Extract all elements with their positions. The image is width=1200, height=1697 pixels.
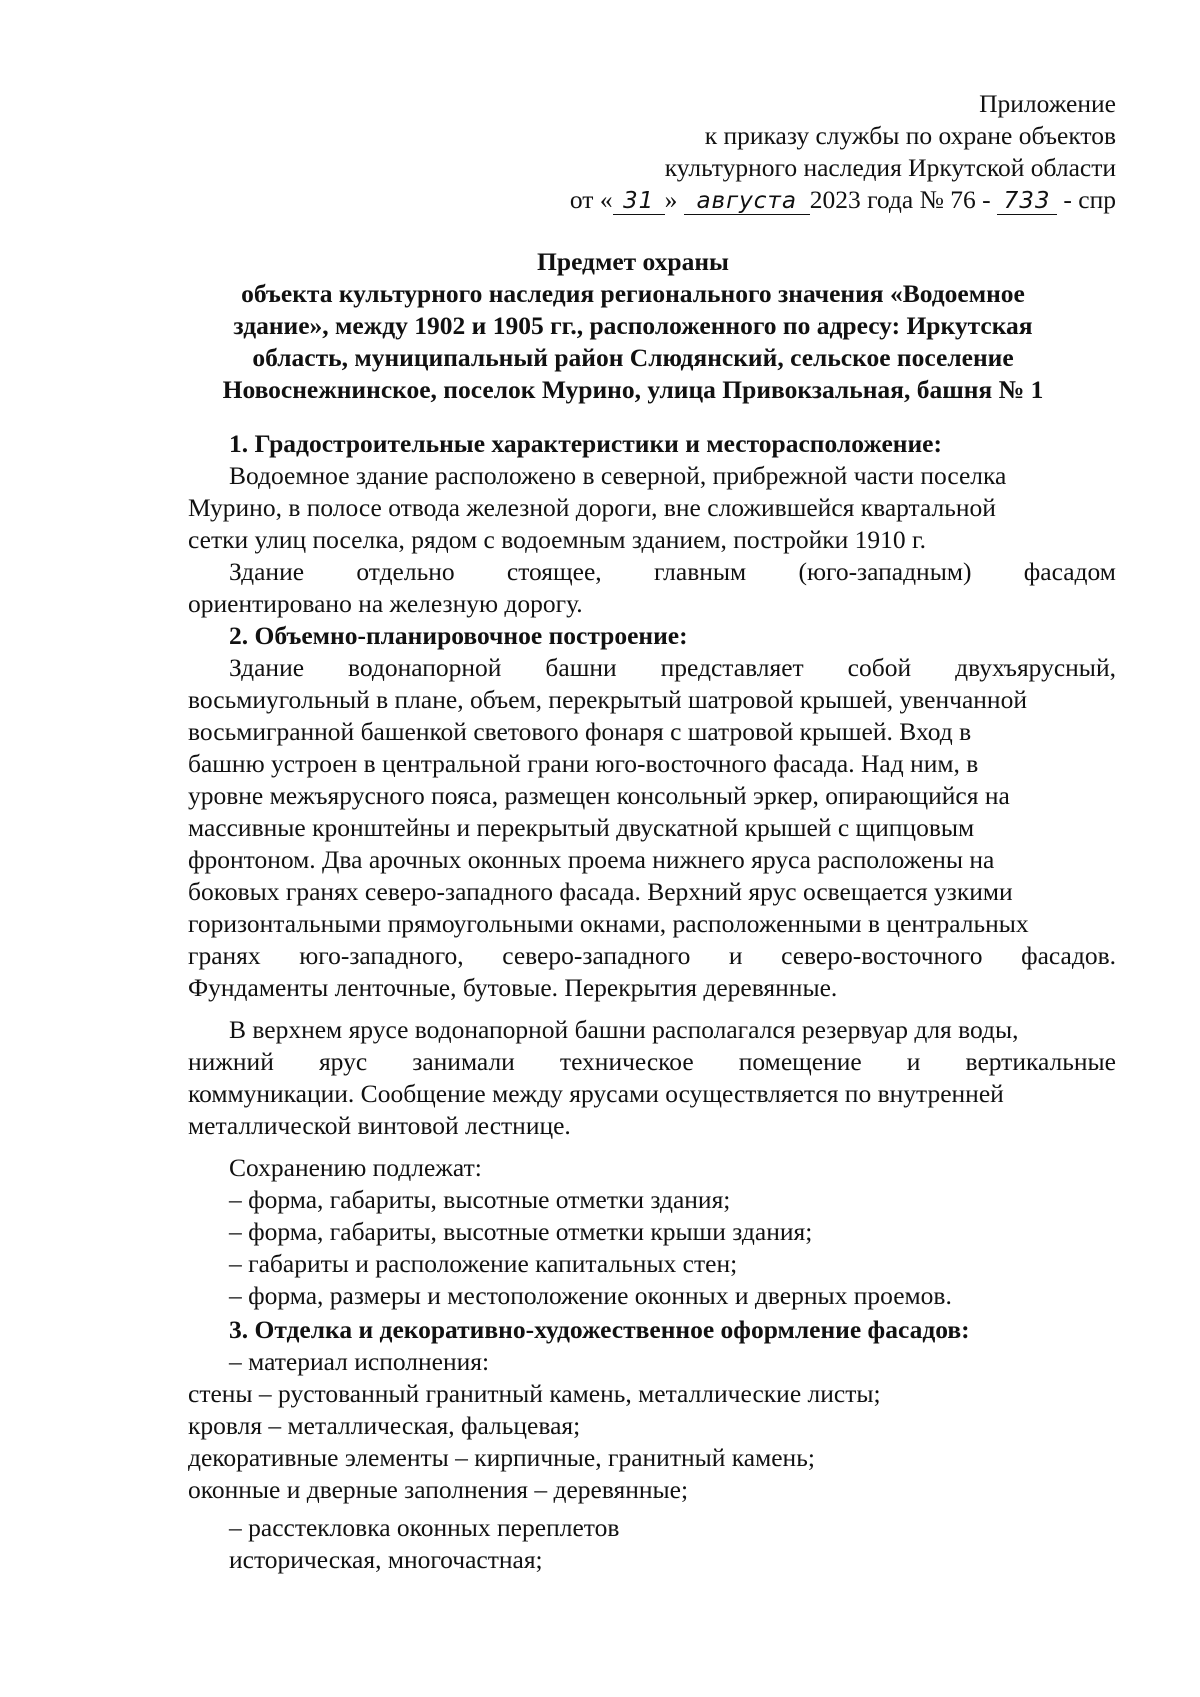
- word: Здание: [229, 557, 305, 586]
- paragraph-line: коммуникации. Сообщение между ярусами осуществляется по внутренней: [188, 1079, 1004, 1108]
- date-prefix: от «: [569, 185, 613, 214]
- object-description-line: здание», между 1902 и 1905 гг., расположенного по адресу: Иркутская: [233, 311, 1033, 340]
- word: фасадом: [1023, 557, 1116, 586]
- preserve-item: – форма, габариты, высотные отметки здания;: [229, 1185, 731, 1214]
- appendix-date-line: [570, 184, 1116, 216]
- paragraph-line: боковых гранях северо-западного фасада. Верхний ярус освещается узкими: [188, 877, 1013, 906]
- appendix-order-line: к приказу службы по охране объектов: [704, 121, 1116, 150]
- appendix-title: Приложение: [979, 89, 1116, 118]
- object-description-line: объекта культурного наследия регионального значения «Водоемное: [241, 279, 1025, 308]
- paragraph-line: Водоемное здание расположено в северной, прибрежной части поселка: [229, 461, 1007, 490]
- word: фасадов.: [1021, 941, 1116, 970]
- word: северо-западного: [502, 941, 691, 970]
- word: техническое: [559, 1047, 694, 1076]
- word: помещение: [738, 1047, 862, 1076]
- word: собой: [847, 653, 912, 682]
- word: башни: [545, 653, 617, 682]
- word: главным: [653, 557, 747, 586]
- word: ярус: [318, 1047, 368, 1076]
- word: нижний: [188, 1047, 274, 1076]
- word: представляет: [660, 653, 804, 682]
- paragraph-line: уровне межъярусного пояса, размещен консольный эркер, опирающийся на: [188, 781, 1010, 810]
- word: отдельно: [356, 557, 455, 586]
- date-year-number: 2023 года № 76 -: [809, 185, 991, 214]
- object-description-line: область, муниципальный район Слюдянский, сельское поселение: [252, 343, 1014, 372]
- word: гранях: [188, 941, 261, 970]
- paragraph-line: башню устроен в центральной грани юго-восточного фасада. Над ним, в: [188, 749, 979, 778]
- preserve-item: – форма, габариты, высотные отметки крыши здания;: [229, 1217, 813, 1246]
- preserve-item: – форма, размеры и местоположение оконных и дверных проемов.: [229, 1281, 952, 1310]
- preserve-item: – габариты и расположение капитальных стен;: [229, 1249, 738, 1278]
- word: юго-западного,: [299, 941, 464, 970]
- paragraph-line: горизонтальными прямоугольными окнами, расположенными в центральных: [188, 909, 1029, 938]
- material-item: стены – рустованный гранитный камень, металлические листы;: [188, 1379, 881, 1408]
- glazing-value: историческая, многочастная;: [229, 1545, 543, 1574]
- material-item: декоративные элементы – кирпичные, гранитный камень;: [188, 1443, 815, 1472]
- appendix-authority-line: культурного наследия Иркутской области: [664, 153, 1116, 182]
- word: стоящее,: [506, 557, 602, 586]
- word: и: [728, 941, 743, 970]
- section-1-heading: 1. Градостроительные характеристики и месторасположение:: [229, 429, 942, 458]
- paragraph-line: металлической винтовой лестнице.: [188, 1111, 571, 1140]
- paragraph-line: ориентировано на железную дорогу.: [188, 589, 583, 618]
- word: двухъярусный,: [955, 653, 1116, 682]
- word: вертикальные: [965, 1047, 1116, 1076]
- section-3-heading: 3. Отделка и декоративно-художественное оформление фасадов:: [229, 1315, 970, 1344]
- material-item: оконные и дверные заполнения – деревянные;: [188, 1475, 689, 1504]
- paragraph-line: В верхнем ярусе водонапорной башни располагался резервуар для воды,: [229, 1015, 1019, 1044]
- material-title: – материал исполнения:: [229, 1347, 490, 1376]
- word: северо-восточного: [781, 941, 983, 970]
- word: водонапорной: [348, 653, 502, 682]
- object-description-line: Новоснежнинское, поселок Мурино, улица Привокзальная, башня № 1: [222, 375, 1044, 404]
- paragraph-line-justified: [229, 652, 1116, 684]
- preserve-title: Сохранению подлежат:: [229, 1153, 482, 1182]
- word: занимали: [412, 1047, 515, 1076]
- order-number-handwritten: 733: [997, 188, 1057, 215]
- date-day-handwritten: 31: [613, 188, 665, 215]
- paragraph-line: восьмиугольный в плане, объем, перекрытый шатровой крышей, увенчанной: [188, 685, 1027, 714]
- document-title: Предмет охраны: [537, 247, 729, 276]
- date-month-handwritten: августа: [684, 188, 810, 215]
- paragraph-line: сетки улиц поселка, рядом с водоемным зданием, постройки 1910 г.: [188, 525, 926, 554]
- paragraph-line: фронтоном. Два арочных оконных проема нижнего яруса расположены на: [188, 845, 995, 874]
- paragraph-line-justified: [188, 940, 1116, 972]
- word: (юго-западным): [798, 557, 972, 586]
- material-item: кровля – металлическая, фальцевая;: [188, 1411, 581, 1440]
- paragraph-line: восьмигранной башенкой светового фонаря с шатровой крышей. Вход в: [188, 717, 972, 746]
- paragraph-line-justified: [229, 556, 1116, 588]
- paragraph-line: Мурино, в полосе отвода железной дороги, вне сложившейся квартальной: [188, 493, 996, 522]
- section-2-heading: 2. Объемно-планировочное построение:: [229, 621, 688, 650]
- paragraph-line: массивные кронштейны и перекрытый двускатной крышей с щипцовым: [188, 813, 975, 842]
- date-mid: »: [664, 185, 678, 214]
- paragraph-line-justified: [188, 1046, 1116, 1078]
- glazing-title: – расстекловка оконных переплетов: [229, 1513, 620, 1542]
- paragraph-line: Фундаменты ленточные, бутовые. Перекрытия деревянные.: [188, 973, 838, 1002]
- order-suffix: - спр: [1063, 185, 1116, 214]
- word: Здание: [229, 653, 305, 682]
- word: и: [906, 1047, 921, 1076]
